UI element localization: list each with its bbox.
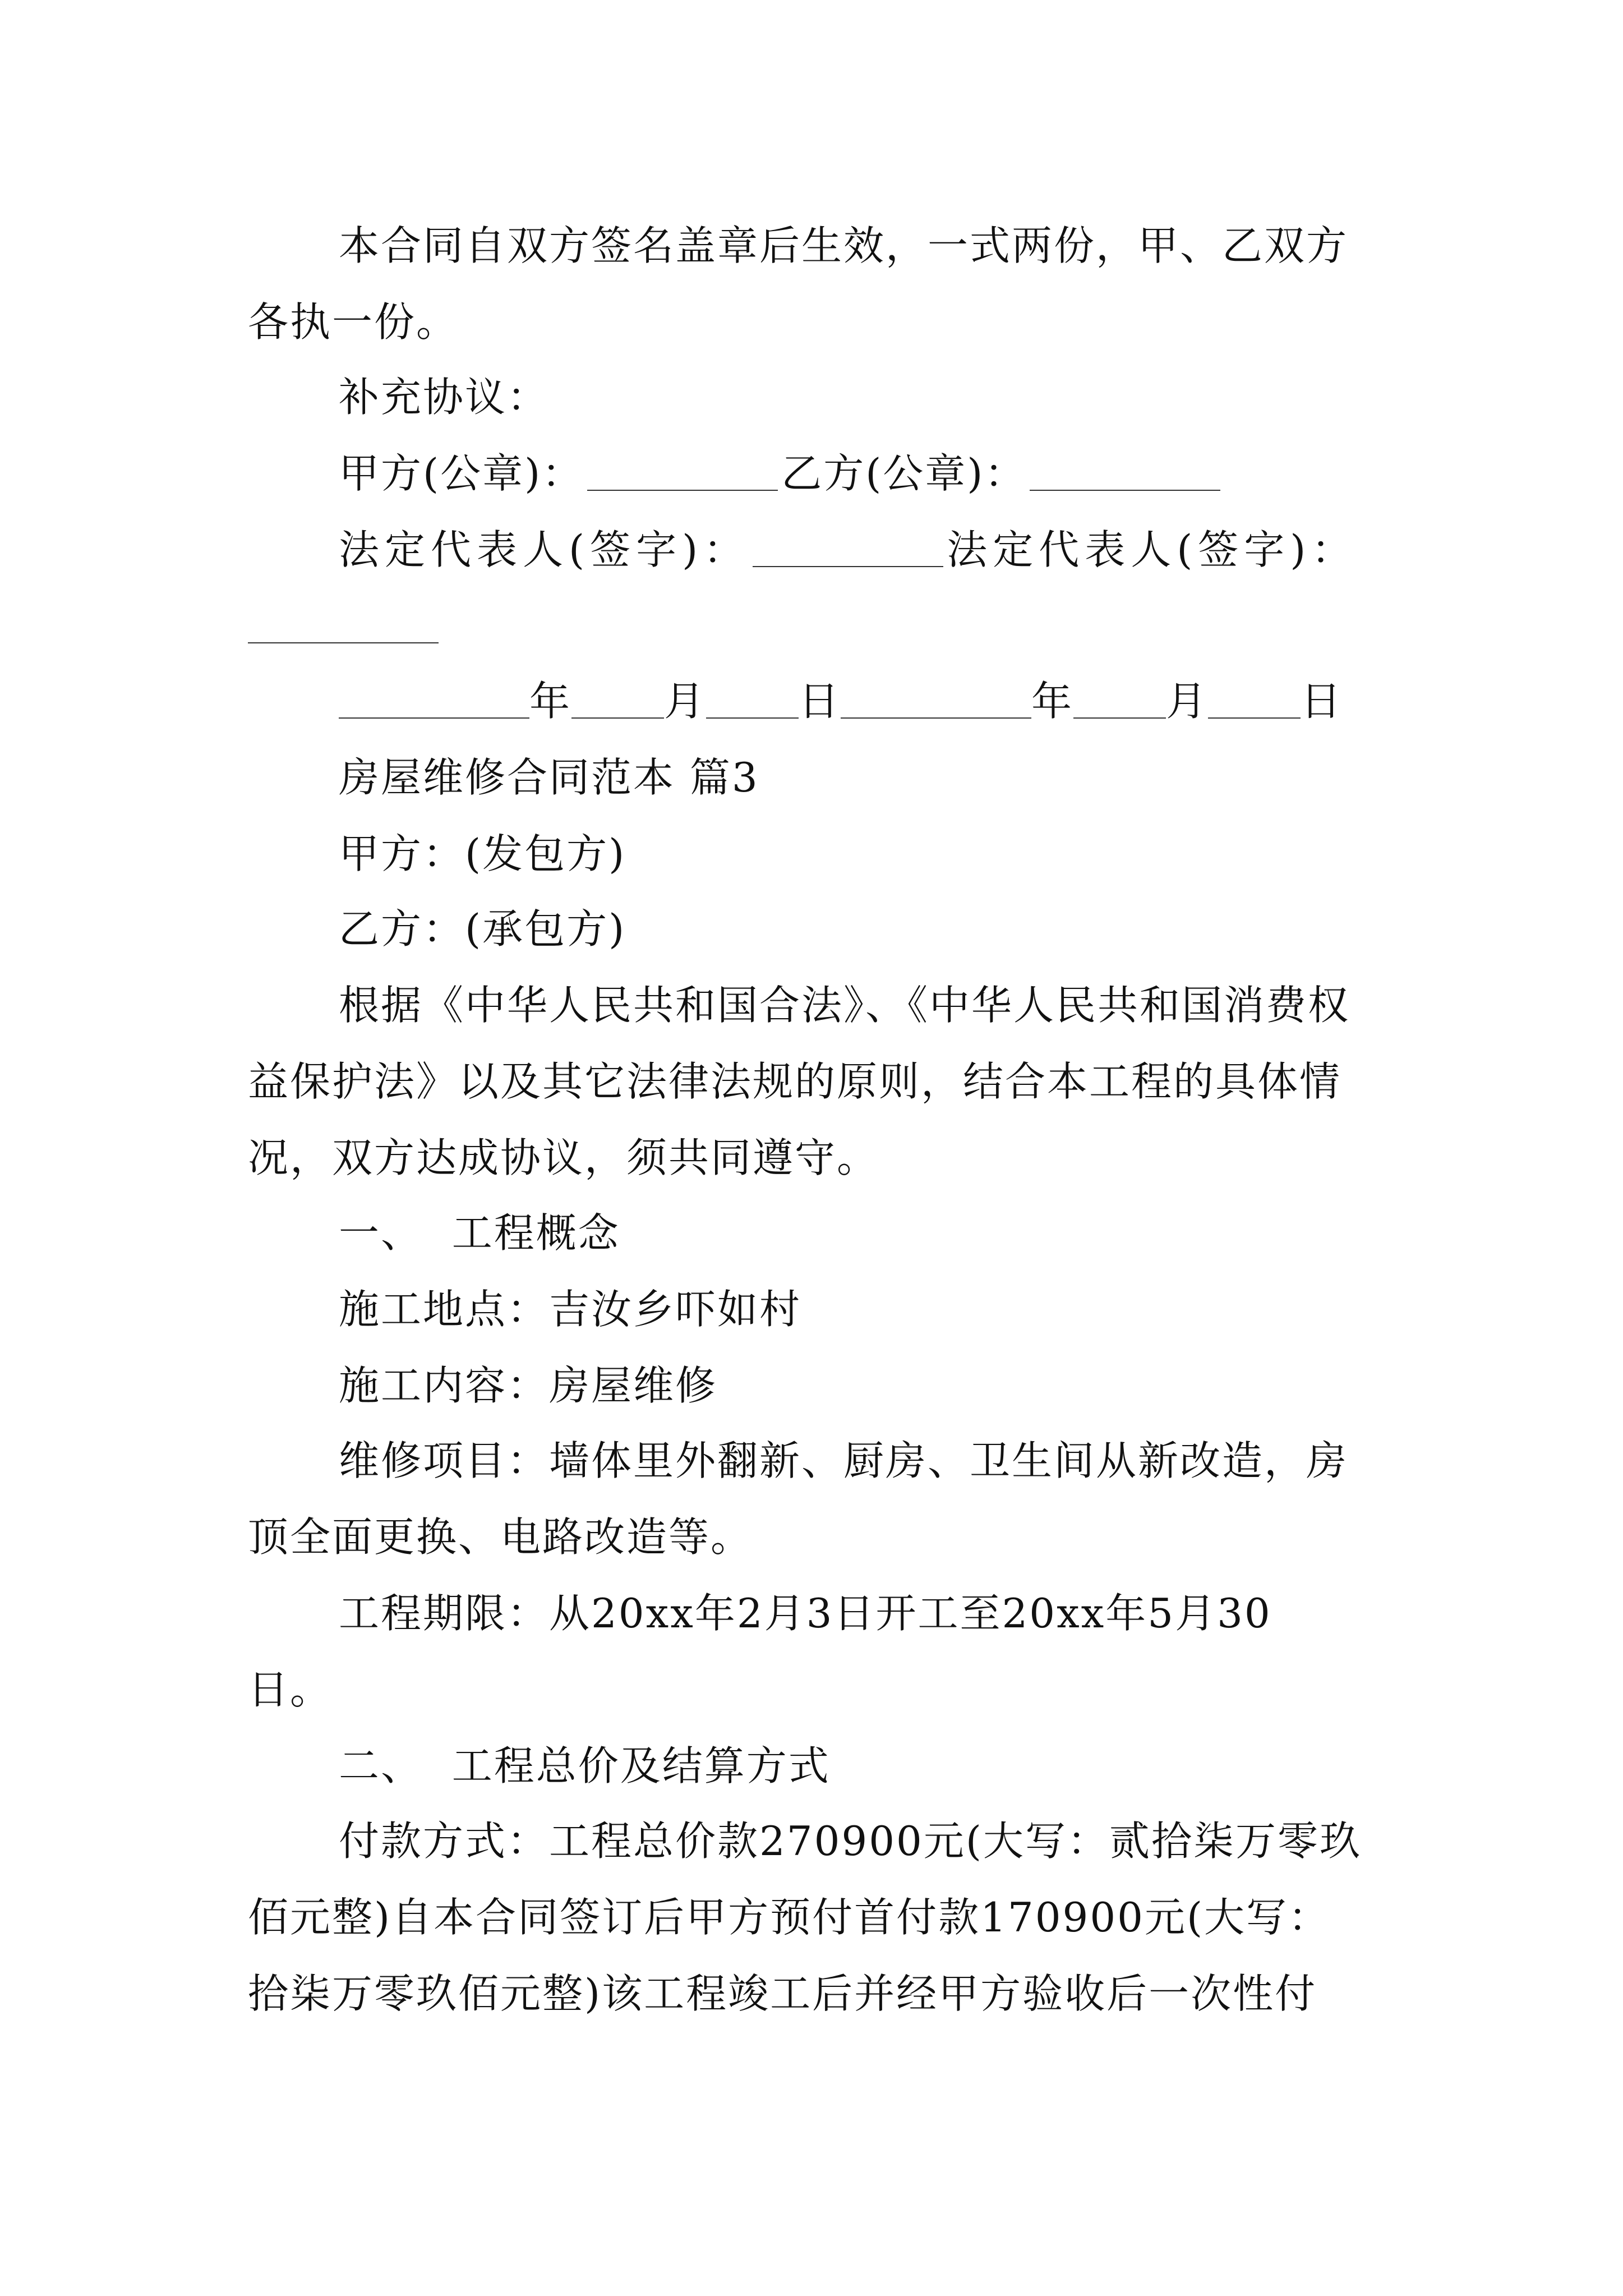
- rep-b-blank-line: [248, 606, 439, 646]
- party-b-seal-blank: [1030, 490, 1220, 491]
- date-a-day-blank: [706, 717, 799, 719]
- party-a-seal-blank: [587, 490, 778, 491]
- payment-paragraph-line-1: 付款方式：工程总价款270900元(大写：贰拾柒万零玖: [339, 1818, 1362, 1865]
- supplement-label: 补充协议：: [339, 374, 550, 421]
- date-b-year-blank: [841, 717, 1031, 719]
- content-line: 施工内容：房屋维修: [339, 1362, 718, 1409]
- basis-paragraph-line-2: 益保护法》以及其它法律法规的原则，结合本工程的具体情: [248, 1058, 1342, 1105]
- party-b-seal-label: 乙方(公章)：: [781, 450, 1027, 497]
- rep-b-blank: [248, 642, 439, 643]
- date-a-year-blank: [339, 717, 529, 719]
- effective-paragraph-line-2: 各执一份。: [248, 298, 459, 346]
- basis-paragraph-line-3: 况，双方达成协议，须共同遵守。: [248, 1134, 879, 1181]
- representative-line: [339, 526, 1358, 573]
- section-2-title: 二、 工程总价及结算方式: [339, 1742, 831, 1789]
- party-a-line: 甲方：(发包方): [339, 830, 626, 877]
- date-b-day-blank: [1208, 717, 1301, 719]
- date-b-year-label: 年: [1031, 678, 1074, 725]
- seal-line: [339, 450, 1224, 497]
- rep-b-label: 法定代表人(签字)：: [947, 526, 1358, 573]
- payment-paragraph-line-2: 佰元整)自本合同签订后甲方预付首付款170900元(大写：: [248, 1894, 1331, 1941]
- items-paragraph-line-1: 维修项目：墙体里外翻新、厨房、卫生间从新改造，房: [339, 1437, 1349, 1484]
- payment-paragraph-line-3: 拾柒万零玖佰元整)该工程竣工后并经甲方验收后一次性付: [248, 1970, 1317, 2017]
- period-paragraph-line-2: 日。: [248, 1666, 333, 1713]
- date-b-month-label: 月: [1166, 678, 1209, 725]
- basis-paragraph-line-1: 根据《中华人民共和国合法》、《中华人民共和国消费权: [339, 982, 1350, 1029]
- date-a-month-label: 月: [664, 678, 707, 725]
- rep-a-blank: [753, 566, 943, 567]
- date-line: [339, 678, 1343, 725]
- party-b-line: 乙方：(承包方): [339, 905, 626, 953]
- section-heading: 房屋维修合同范本 篇3: [339, 754, 759, 801]
- rep-a-label: 法定代表人(签字)：: [339, 526, 750, 573]
- date-a-month-blank: [571, 717, 664, 719]
- date-a-day-label: 日: [799, 678, 841, 725]
- date-a-year-label: 年: [529, 678, 572, 725]
- party-a-seal-label: 甲方(公章)：: [339, 450, 584, 497]
- effective-paragraph-line-1: 本合同自双方签名盖章后生效，一式两份，甲、乙双方: [339, 222, 1349, 269]
- items-paragraph-line-2: 顶全面更换、电路改造等。: [248, 1513, 753, 1561]
- period-paragraph-line-1: 工程期限：从20xx年2月3日开工至20xx年5月30: [339, 1590, 1272, 1637]
- date-b-day-label: 日: [1301, 678, 1343, 725]
- site-line: 施工地点：吉汝乡吓如村: [339, 1286, 802, 1333]
- date-b-month-blank: [1073, 717, 1166, 719]
- section-1-title: 一、 工程概念: [339, 1209, 620, 1257]
